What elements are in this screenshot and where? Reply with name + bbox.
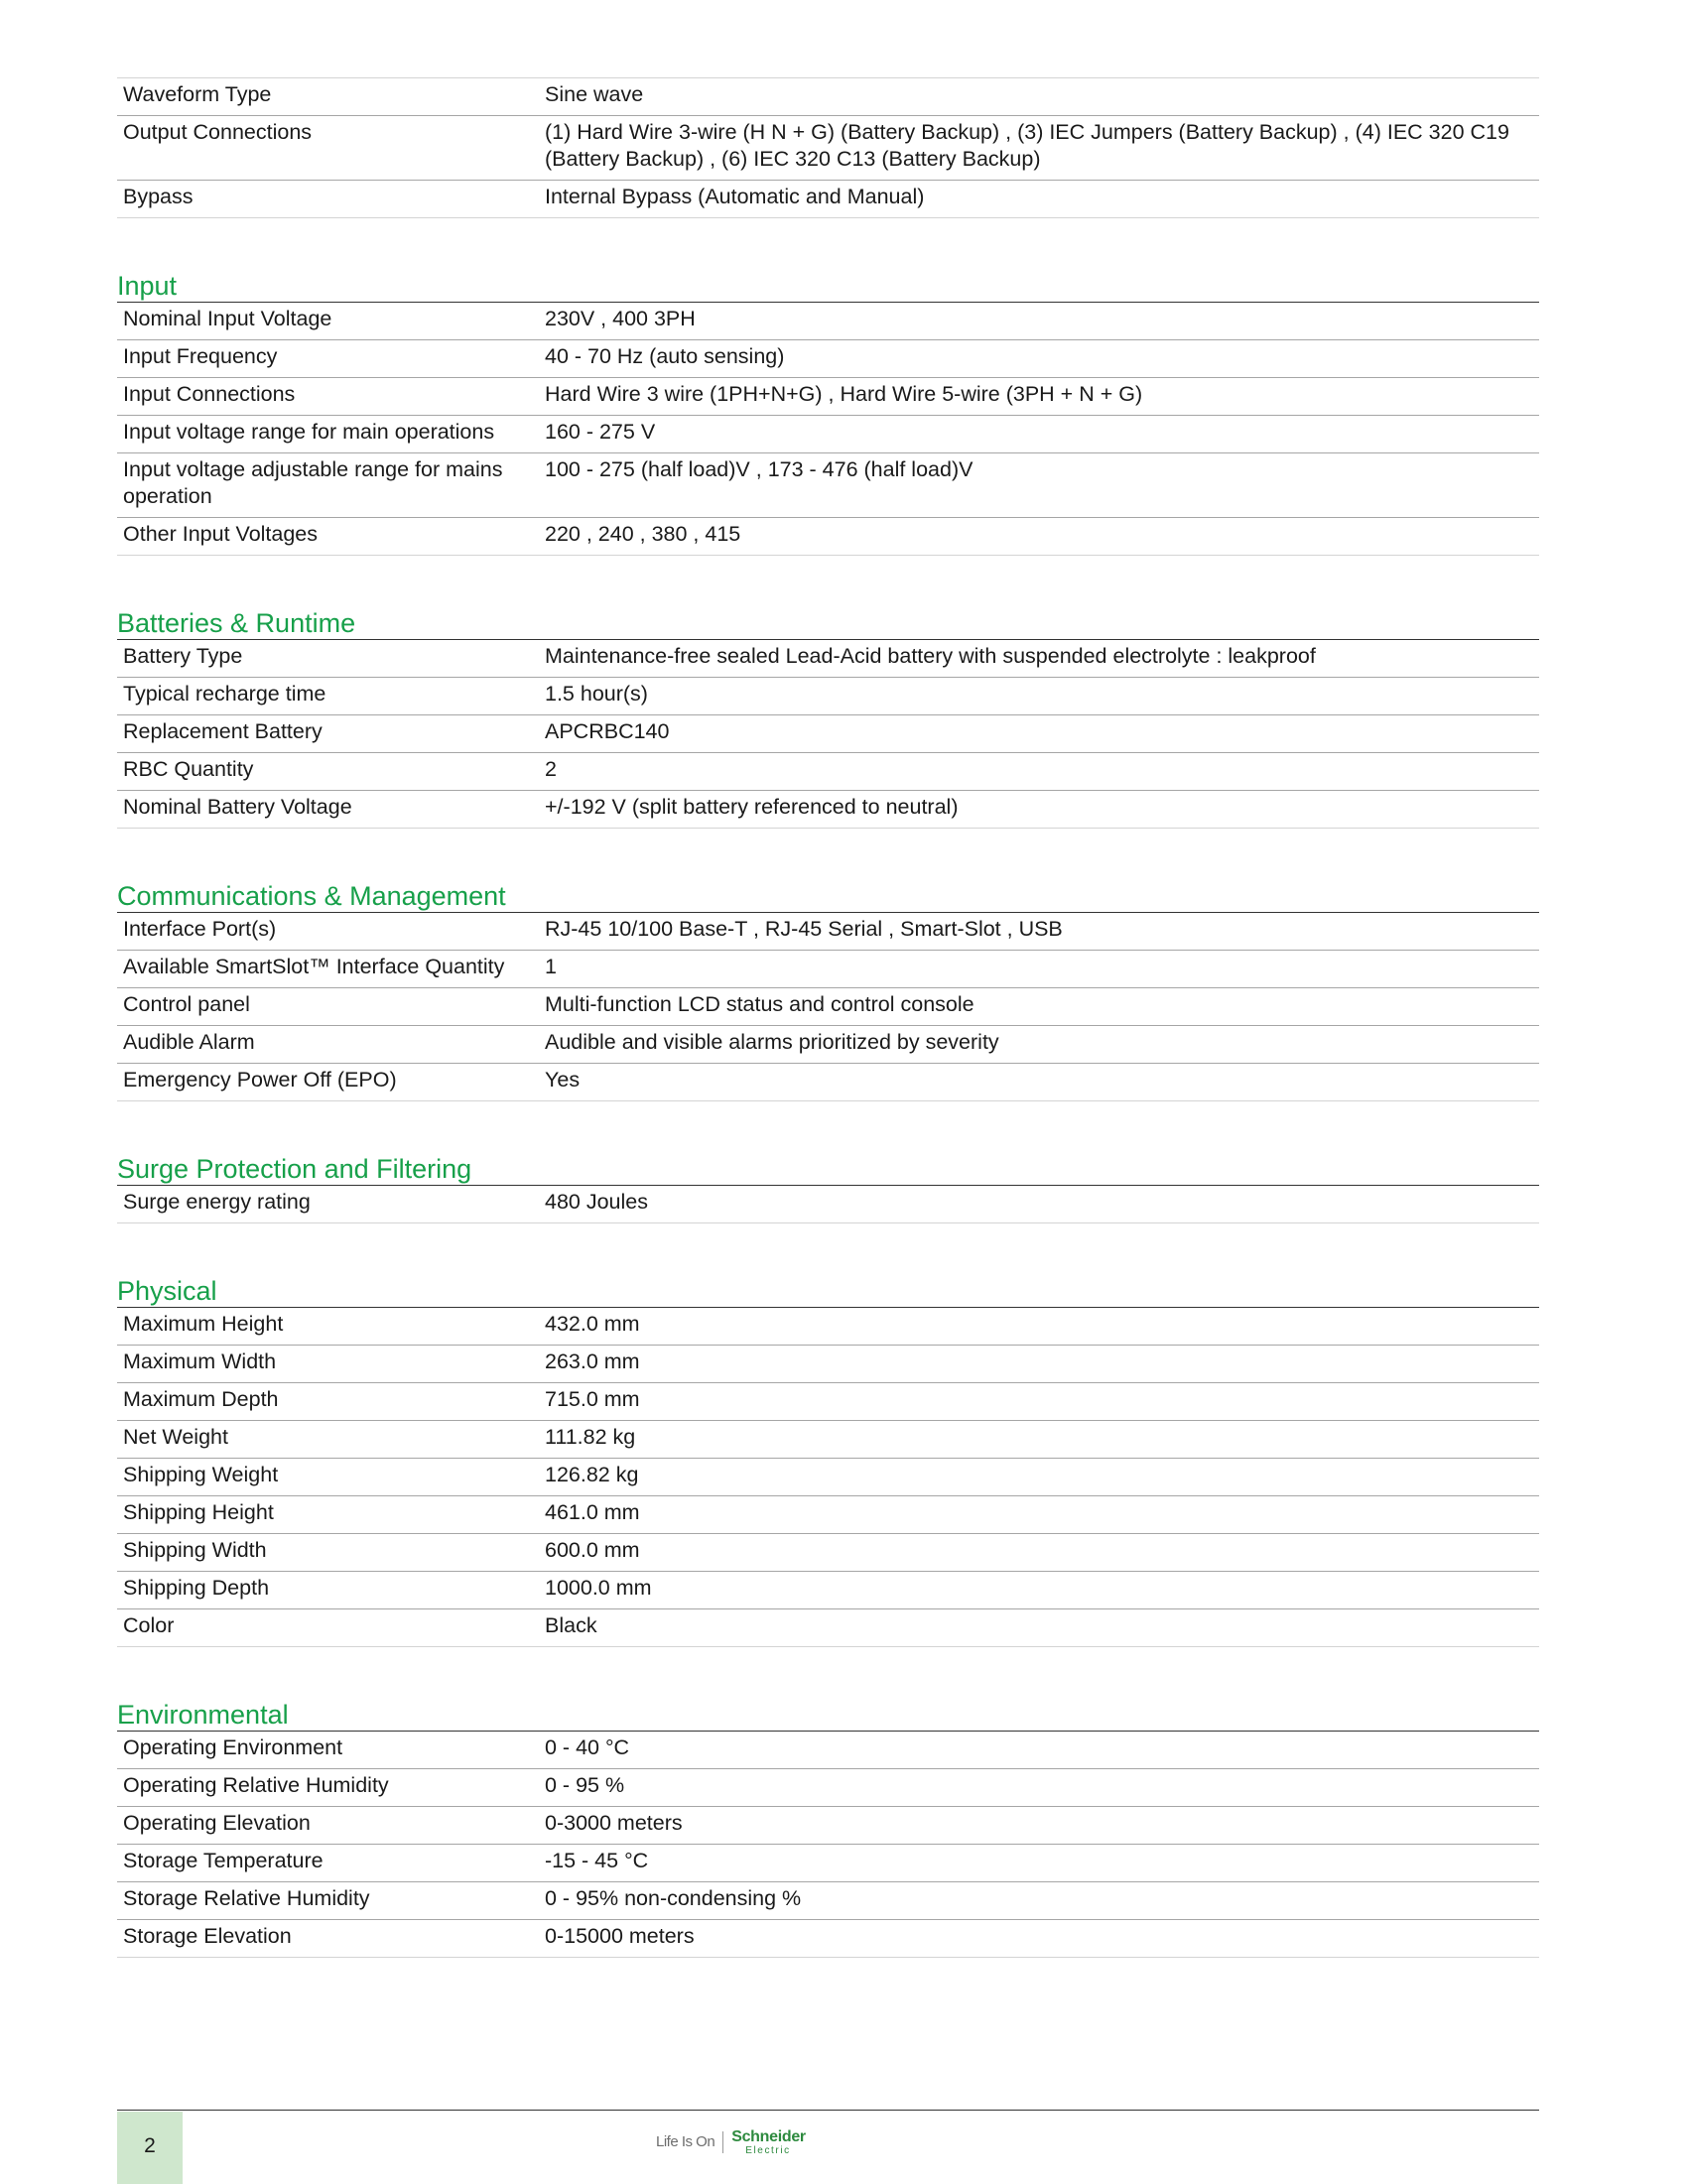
spec-label: Replacement Battery xyxy=(117,715,539,753)
spec-label: Operating Relative Humidity xyxy=(117,1769,539,1807)
spec-label: Shipping Weight xyxy=(117,1459,539,1496)
section-title: Batteries & Runtime xyxy=(117,608,356,638)
spec-value: 2 xyxy=(539,753,1539,791)
spec-label: Interface Port(s) xyxy=(117,913,539,951)
spec-value: 1000.0 mm xyxy=(539,1572,1539,1609)
table-row xyxy=(117,1459,1539,1496)
section-physical xyxy=(117,1275,1539,1647)
spec-value: Black xyxy=(539,1609,1539,1647)
spec-value: Yes xyxy=(539,1064,1539,1101)
spec-label: Maximum Depth xyxy=(117,1383,539,1421)
spec-label: Input voltage adjustable range for mains operation xyxy=(117,453,539,518)
spec-label: Color xyxy=(117,1609,539,1647)
spec-label: Surge energy rating xyxy=(117,1186,539,1223)
table-row xyxy=(117,1026,1539,1064)
table-row xyxy=(117,1845,1539,1882)
spec-label: Available SmartSlot™ Interface Quantity xyxy=(117,951,539,988)
spec-value: 100 - 275 (half load)V , 173 - 476 (half load)V xyxy=(539,453,1539,518)
spec-label: Input Connections xyxy=(117,378,539,416)
logo-brand-sub: Electric xyxy=(745,2144,791,2156)
table-row xyxy=(117,1308,1539,1346)
section-title: Input xyxy=(117,271,178,301)
spec-value: 715.0 mm xyxy=(539,1383,1539,1421)
spec-value: Maintenance-free sealed Lead-Acid battery with suspended electrolyte : leakproof xyxy=(539,640,1539,678)
brand-logo xyxy=(656,2124,806,2160)
spec-table xyxy=(117,1185,1539,1223)
logo-tagline: Life Is On xyxy=(656,2131,723,2153)
spec-value: Multi-function LCD status and control console xyxy=(539,988,1539,1026)
table-row xyxy=(117,1186,1539,1223)
table-row xyxy=(117,1421,1539,1459)
spec-table xyxy=(117,1731,1539,1958)
spec-value: 1 xyxy=(539,951,1539,988)
spec-label: Shipping Height xyxy=(117,1496,539,1534)
spec-label: Operating Elevation xyxy=(117,1807,539,1845)
spec-value: RJ-45 10/100 Base-T , RJ-45 Serial , Smart-Slot , USB xyxy=(539,913,1539,951)
spec-sheet xyxy=(117,77,1539,1958)
spec-value: 600.0 mm xyxy=(539,1534,1539,1572)
section-title: Environmental xyxy=(117,1700,289,1730)
table-row xyxy=(117,453,1539,518)
table-row xyxy=(117,378,1539,416)
spec-value: 40 - 70 Hz (auto sensing) xyxy=(539,340,1539,378)
spec-table-top xyxy=(117,77,1539,218)
table-row xyxy=(117,1609,1539,1647)
table-row xyxy=(117,116,1539,181)
table-row xyxy=(117,1882,1539,1920)
table-row xyxy=(117,1064,1539,1101)
spec-label: Shipping Width xyxy=(117,1534,539,1572)
section-environmental xyxy=(117,1699,1539,1958)
spec-label: Input voltage range for main operations xyxy=(117,416,539,453)
spec-label: Storage Elevation xyxy=(117,1920,539,1958)
spec-label: RBC Quantity xyxy=(117,753,539,791)
spec-label: Typical recharge time xyxy=(117,678,539,715)
spec-value: Internal Bypass (Automatic and Manual) xyxy=(539,181,1539,218)
spec-label: Storage Relative Humidity xyxy=(117,1882,539,1920)
table-row xyxy=(117,1920,1539,1958)
spec-value: -15 - 45 °C xyxy=(539,1845,1539,1882)
table-row xyxy=(117,1383,1539,1421)
spec-label: Bypass xyxy=(117,181,539,218)
table-row xyxy=(117,1572,1539,1609)
spec-table xyxy=(117,639,1539,829)
section-title: Communications & Management xyxy=(117,881,506,911)
section-input xyxy=(117,270,1539,556)
page-number: 2 xyxy=(117,2112,183,2184)
spec-value: 126.82 kg xyxy=(539,1459,1539,1496)
table-row xyxy=(117,518,1539,556)
section-batteries-runtime xyxy=(117,607,1539,829)
spec-value: Sine wave xyxy=(539,78,1539,116)
table-row xyxy=(117,1496,1539,1534)
table-row xyxy=(117,416,1539,453)
table-row xyxy=(117,1732,1539,1769)
table-row xyxy=(117,951,1539,988)
spec-label: Emergency Power Off (EPO) xyxy=(117,1064,539,1101)
spec-value: (1) Hard Wire 3-wire (H N + G) (Battery Backup) , (3) IEC Jumpers (Battery Backup) , (4) IEC 320 C19 (Battery Backup) , (6) IEC 320 C13 (Battery Backup) xyxy=(539,116,1539,181)
spec-label: Audible Alarm xyxy=(117,1026,539,1064)
spec-label: Input Frequency xyxy=(117,340,539,378)
spec-label: Control panel xyxy=(117,988,539,1026)
table-row xyxy=(117,640,1539,678)
table-row xyxy=(117,1807,1539,1845)
logo-brand-name: Schneider xyxy=(731,2127,806,2145)
table-row xyxy=(117,181,1539,218)
spec-value: 0 - 40 °C xyxy=(539,1732,1539,1769)
table-row xyxy=(117,753,1539,791)
spec-label: Maximum Width xyxy=(117,1346,539,1383)
spec-value: 263.0 mm xyxy=(539,1346,1539,1383)
section-title: Surge Protection and Filtering xyxy=(117,1154,472,1184)
spec-label: Output Connections xyxy=(117,116,539,181)
spec-label: Nominal Battery Voltage xyxy=(117,791,539,829)
table-row xyxy=(117,678,1539,715)
spec-label: Battery Type xyxy=(117,640,539,678)
section-surge-protection xyxy=(117,1153,1539,1223)
spec-value: +/-192 V (split battery referenced to neutral) xyxy=(539,791,1539,829)
table-row xyxy=(117,1769,1539,1807)
spec-value: 160 - 275 V xyxy=(539,416,1539,453)
spec-value: 480 Joules xyxy=(539,1186,1539,1223)
spec-value: Audible and visible alarms prioritized by severity xyxy=(539,1026,1539,1064)
table-row xyxy=(117,78,1539,116)
spec-value: 432.0 mm xyxy=(539,1308,1539,1346)
spec-label: Other Input Voltages xyxy=(117,518,539,556)
spec-value: 0-3000 meters xyxy=(539,1807,1539,1845)
section-communications-management xyxy=(117,880,1539,1101)
spec-label: Net Weight xyxy=(117,1421,539,1459)
logo-brand xyxy=(723,2129,806,2156)
spec-value: 111.82 kg xyxy=(539,1421,1539,1459)
spec-value: 220 , 240 , 380 , 415 xyxy=(539,518,1539,556)
spec-label: Waveform Type xyxy=(117,78,539,116)
spec-value: APCRBC140 xyxy=(539,715,1539,753)
page-footer xyxy=(117,2110,1539,2184)
section-title: Physical xyxy=(117,1276,217,1306)
spec-table xyxy=(117,912,1539,1101)
spec-value: 0 - 95 % xyxy=(539,1769,1539,1807)
table-row xyxy=(117,1534,1539,1572)
table-row xyxy=(117,715,1539,753)
spec-value: 0-15000 meters xyxy=(539,1920,1539,1958)
spec-table xyxy=(117,1307,1539,1647)
table-row xyxy=(117,791,1539,829)
spec-label: Maximum Height xyxy=(117,1308,539,1346)
spec-value: 1.5 hour(s) xyxy=(539,678,1539,715)
spec-value: Hard Wire 3 wire (1PH+N+G) , Hard Wire 5-wire (3PH + N + G) xyxy=(539,378,1539,416)
table-row xyxy=(117,340,1539,378)
spec-value: 230V , 400 3PH xyxy=(539,303,1539,340)
spec-value: 461.0 mm xyxy=(539,1496,1539,1534)
spec-label: Shipping Depth xyxy=(117,1572,539,1609)
spec-value: 0 - 95% non-condensing % xyxy=(539,1882,1539,1920)
table-row xyxy=(117,988,1539,1026)
spec-label: Storage Temperature xyxy=(117,1845,539,1882)
table-row xyxy=(117,1346,1539,1383)
spec-label: Nominal Input Voltage xyxy=(117,303,539,340)
spec-table xyxy=(117,302,1539,556)
spec-label: Operating Environment xyxy=(117,1732,539,1769)
table-row xyxy=(117,913,1539,951)
table-row xyxy=(117,303,1539,340)
